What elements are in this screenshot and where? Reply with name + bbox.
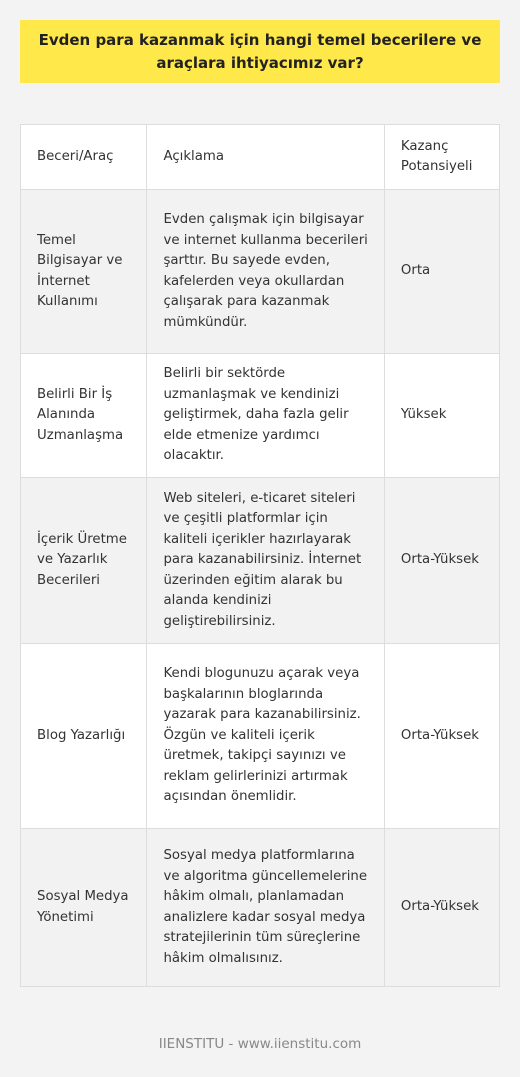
- row-skill: İçerik Üretme ve Yazarlık Becerileri: [21, 478, 147, 644]
- row-skill: Temel Bilgisayar ve İnternet Kullanımı: [21, 190, 147, 354]
- table-header-row: [21, 125, 500, 190]
- row-description: Web siteleri, e-ticaret siteleri ve çeşitli platformlar için kaliteli içerikler hazırlayarak para kazanabilirsiniz. İnternet üzerinden eğitim alarak bu alanda kendinizi geliştirebilirsiniz.: [147, 478, 384, 644]
- skills-table: [20, 124, 500, 987]
- row-skill: Blog Yazarlığı: [21, 644, 147, 829]
- row-skill: Belirli Bir İş Alanında Uzmanlaşma: [21, 354, 147, 478]
- row-description: Evden çalışmak için bilgisayar ve internet kullanma becerileri şarttır. Bu sayede evden, kafelerden veya okullardan çalışarak para kazanmak mümkündür.: [147, 190, 384, 354]
- row-description: Sosyal medya platformlarına ve algoritma güncellemelerine hâkim olmalı, planlamadan analizlere kadar sosyal medya stratejilerinin tüm süreçlerine hâkim olmalısınız.: [147, 829, 384, 987]
- table-row: [21, 829, 500, 987]
- row-description: Belirli bir sektörde uzmanlaşmak ve kendinizi geliştirmek, daha fazla gelir elde etmenize yardımcı olacaktır.: [147, 354, 384, 478]
- header-description: Açıklama: [147, 125, 384, 190]
- table-row: [21, 644, 500, 829]
- table-row: [21, 478, 500, 644]
- row-description: Kendi blogunuzu açarak veya başkalarının bloglarında yazarak para kazanabilirsiniz. Özgün ve kaliteli içerik üretmek, takipçi sayınızı ve reklam gelirlerinizi artırmak açısından önemlidir.: [147, 644, 384, 829]
- row-skill: Sosyal Medya Yönetimi: [21, 829, 147, 987]
- row-potential: Orta-Yüksek: [384, 478, 499, 644]
- table-row: [21, 354, 500, 478]
- footer-caption: IIENSTITU - www.iienstitu.com: [158, 1036, 362, 1052]
- page-title: Evden para kazanmak için hangi temel becerilere ve araçlara ihtiyacımız var?: [38, 31, 482, 72]
- header-potential: Kazanç Potansiyeli: [384, 125, 499, 190]
- row-potential: Orta-Yüksek: [384, 644, 499, 829]
- row-potential: Orta-Yüksek: [384, 829, 499, 987]
- title-banner: [20, 20, 500, 83]
- header-skill: Beceri/Araç: [21, 125, 147, 190]
- row-potential: Yüksek: [384, 354, 499, 478]
- table-row: [21, 190, 500, 354]
- row-potential: Orta: [384, 190, 499, 354]
